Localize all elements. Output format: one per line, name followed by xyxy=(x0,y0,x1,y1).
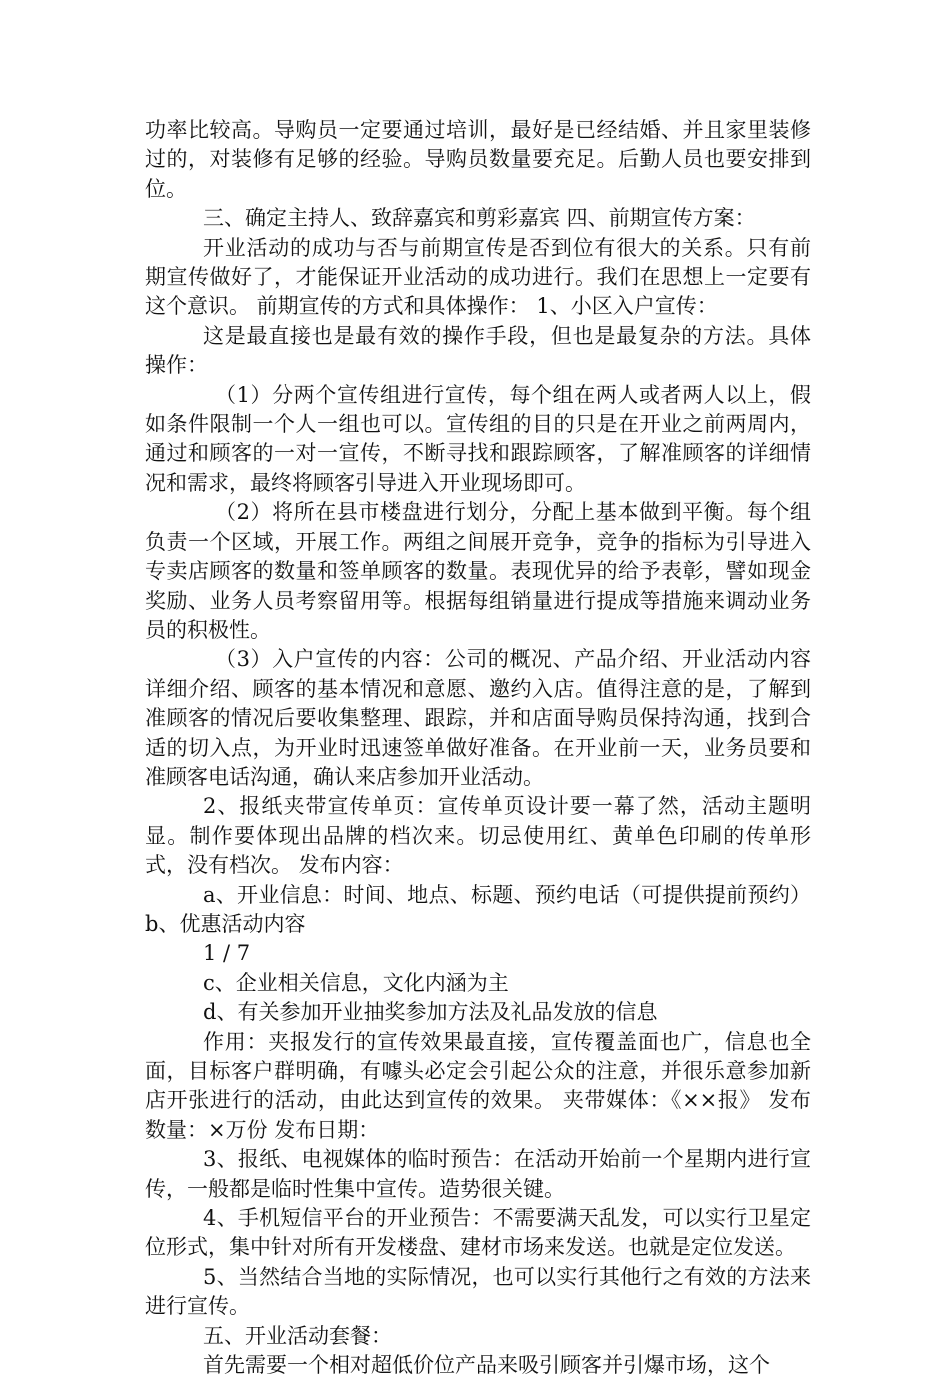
paragraph-effect: 作用：夹报发行的宣传效果最直接，宣传覆盖面也广，信息也全面，目标客户群明确，有噱头必定会引起公众的注意，并很乐意参加新店开张进行的活动，由此达到宣传的效果。 夹带媒体：《××报》 发布数量：×万份 发布日期： xyxy=(145,1029,811,1142)
page-number: 1 / 7 xyxy=(203,941,251,966)
paragraph-item-1: （1）分两个宣传组进行宣传，每个组在两人或者两人以上，假如条件限制一个人一组也可以。宣传组的目的只是在开业之前两周内，通过和顾客的一对一宣传，不断寻找和跟踪顾客，了解准顾客的详细情况和需求，最终将顾客引导进入开业现场即可。 xyxy=(145,382,811,495)
paragraph-release-a-b: a、开业信息：时间、地点、标题、预约电话（可提供提前预约） b、优惠活动内容 xyxy=(145,882,811,936)
paragraph-door-to-door: 这是最直接也是最有效的操作手段，但也是最复杂的方法。具体操作： xyxy=(145,323,811,378)
paragraph-package: 首先需要一个相对超低价位产品来吸引顾客并引爆市场，这个 xyxy=(203,1353,770,1378)
paragraph-item-3: （3）入户宣传的内容：公司的概况、产品介绍、开业活动内容详细介绍、顾客的基本情况和意愿、邀约入店。值得注意的是，了解到准顾客的情况后要收集整理、跟踪，并和店面导购员保持沟通，找到合适的切入点，为开业时迅速签单做好准备。在开业前一天，业务员要和准顾客电话沟通，确认来店参加开业活动。 xyxy=(145,647,811,789)
paragraph-newspaper-flyer: 2、报纸夹带宣传单页：宣传单页设计要一幕了然，活动主题明显。制作要体现出品牌的档次来。切忌使用红、黄单色印刷的传单形式，没有档次。 发布内容： xyxy=(145,794,811,878)
section-heading-5: 五、开业活动套餐： xyxy=(203,1323,392,1348)
section-heading-3-4: 三、确定主持人、致辞嘉宾和剪彩嘉宾 四、前期宣传方案： xyxy=(203,206,756,231)
paragraph-sms: 4、手机短信平台的开业预告：不需要满天乱发，可以实行卫星定位形式，集中针对所有开发楼盘、建材市场来发送。也就是定位发送。 xyxy=(145,1206,811,1260)
document-body xyxy=(145,116,811,1380)
paragraph-release-c: c、企业相关信息，文化内涵为主 xyxy=(203,970,509,995)
paragraph-promotion-intro: 开业活动的成功与否与前期宣传是否到位有很大的关系。只有前期宣传做好了，才能保证开业活动的成功进行。我们在思想上一定要有这个意识。 前期宣传的方式和具体操作： 1、小区入户宣传： xyxy=(145,235,811,319)
paragraph-tv-media: 3、报纸、电视媒体的临时预告：在活动开始前一个星期内进行宣传，一般都是临时性集中宣传。造势很关键。 xyxy=(145,1147,811,1201)
paragraph-item-2: （2）将所在县市楼盘进行划分，分配上基本做到平衡。每个组负责一个区域，开展工作。两组之间展开竞争，竞争的指标为引导进入专卖店顾客的数量和签单顾客的数量。表现优异的给予表彰，譬如现金奖励、业务人员考察留用等。根据每组销量进行提成等措施来调动业务员的积极性。 xyxy=(145,500,811,642)
paragraph-other-methods: 5、当然结合当地的实际情况，也可以实行其他行之有效的方法来进行宣传。 xyxy=(145,1264,811,1319)
paragraph-release-d: d、有关参加开业抽奖参加方法及礼品发放的信息 xyxy=(203,1000,658,1025)
paragraph-staff: 功率比较高。导购员一定要通过培训，最好是已经结婚、并且家里装修过的，对装修有足够的经验。导购员数量要充足。后勤人员也要安排到位。 xyxy=(145,118,811,201)
